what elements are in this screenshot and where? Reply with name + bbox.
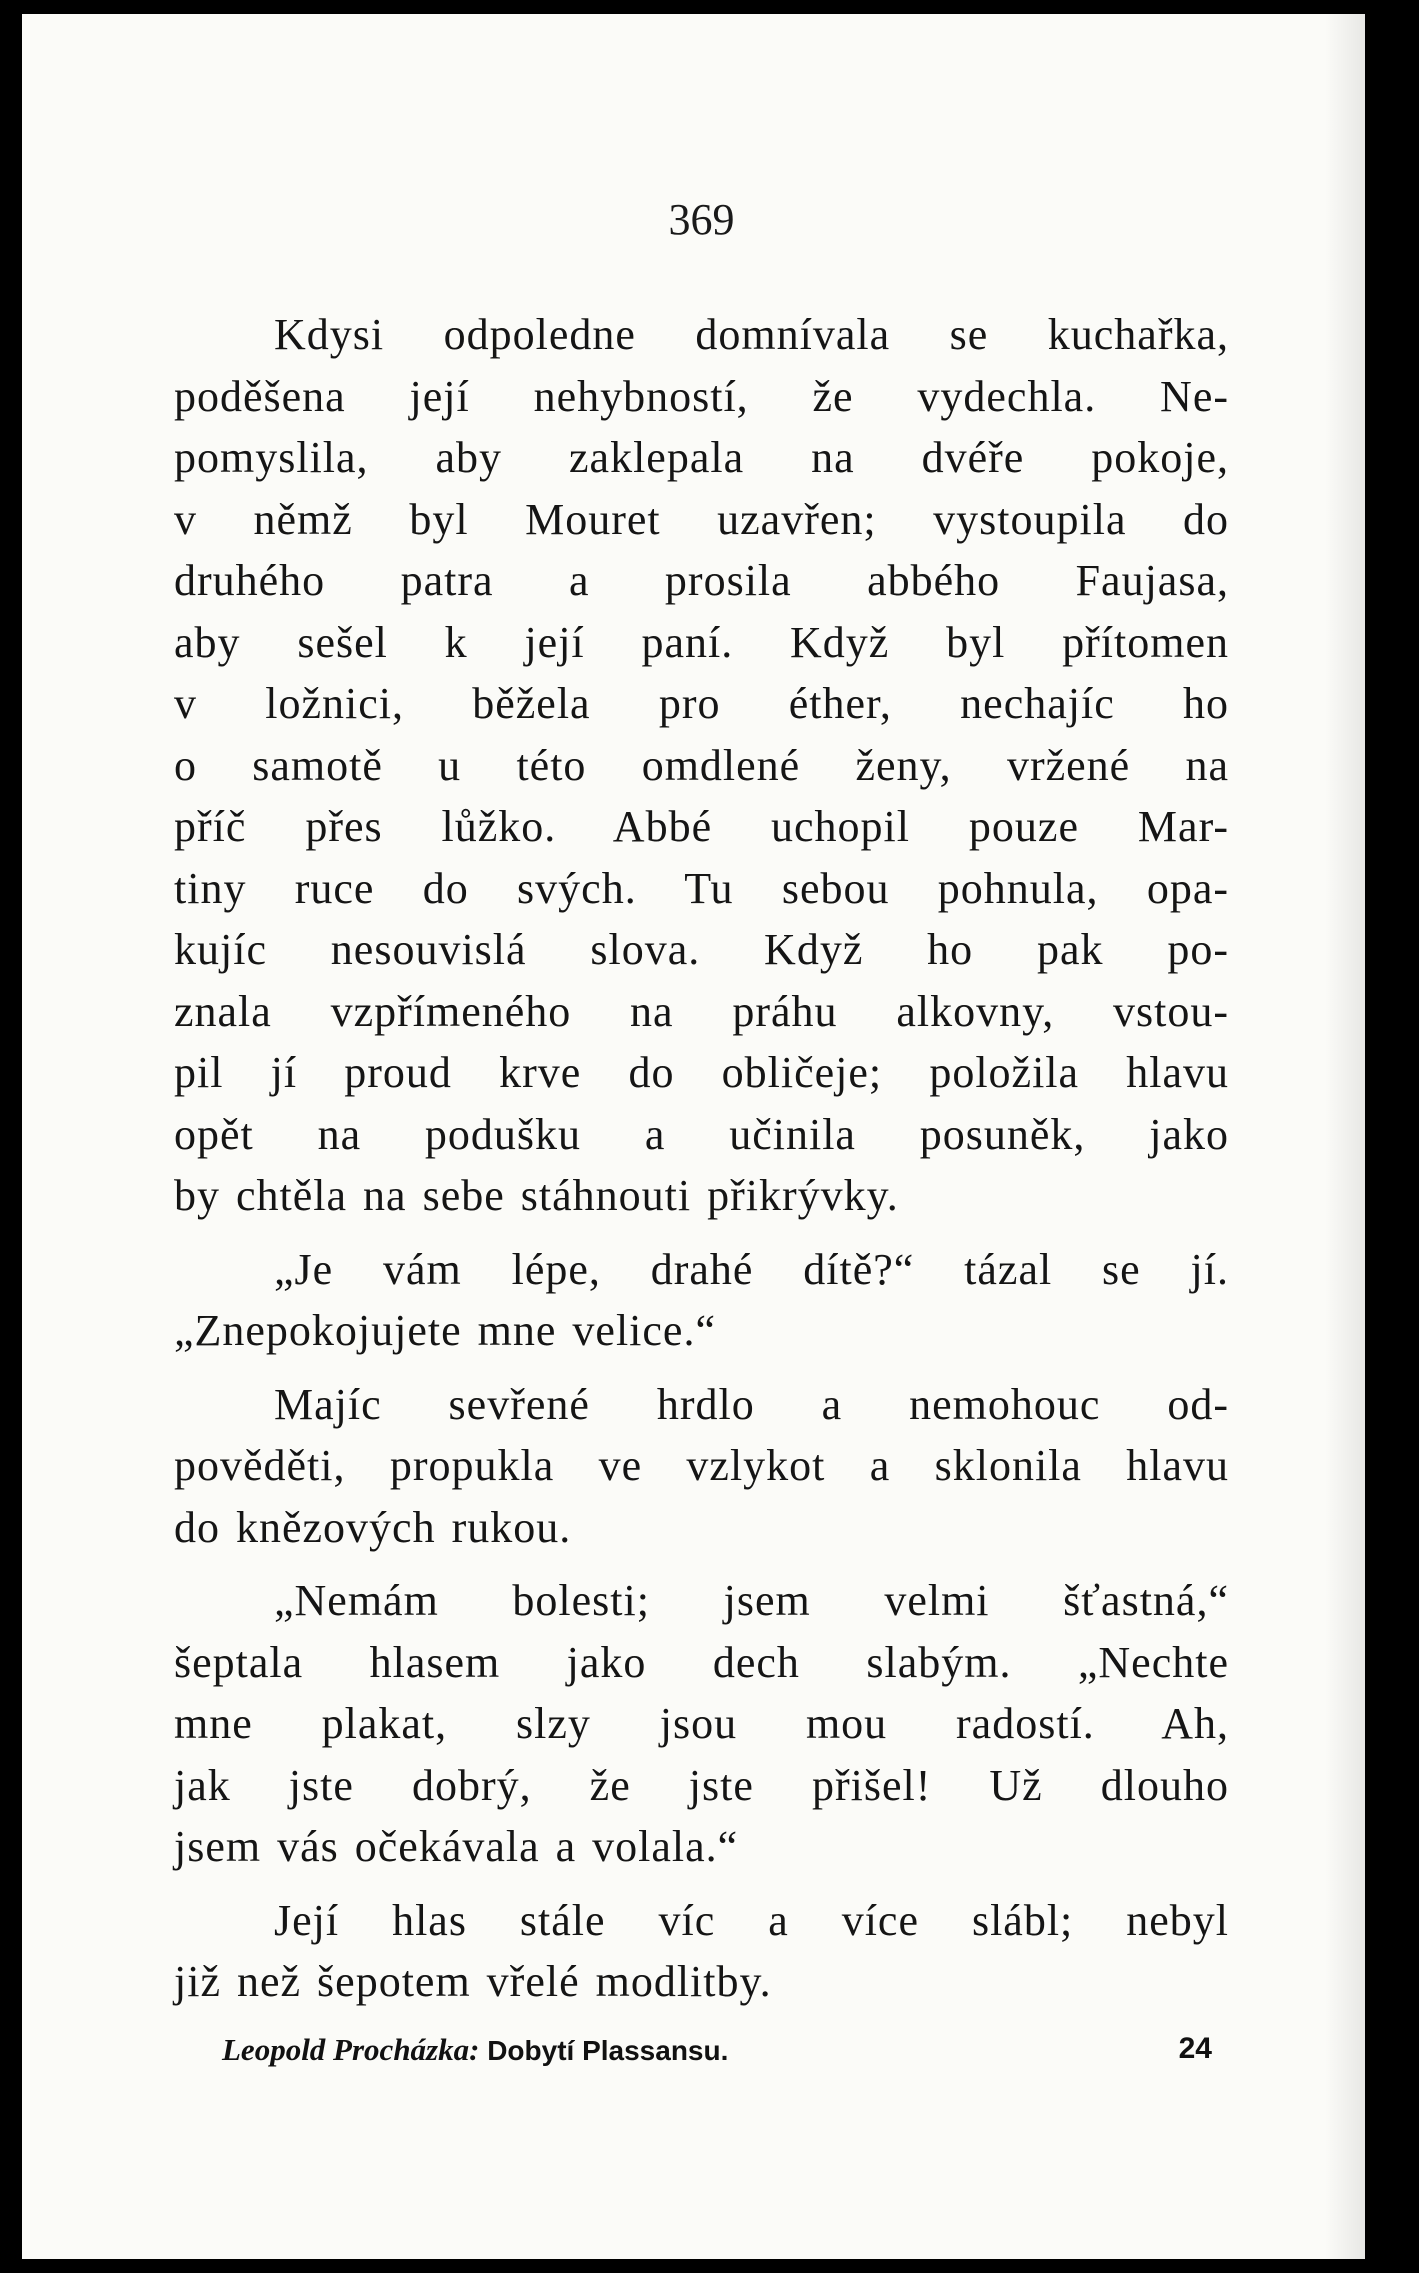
text-line: kujíc nesouvislá slova. Když ho pak po- (174, 925, 1229, 974)
text-line: „Nemám bolesti; jsem velmi šťastná,“ (274, 1576, 1229, 1625)
footer-title: Dobytí Plassansu. (487, 2035, 729, 2066)
text-line: druhého patra a prosila abbého Faujasa, (174, 556, 1229, 605)
text-line: v ložnici, běžela pro éther, nechajíc ho (174, 679, 1229, 728)
body-text (174, 304, 1229, 2013)
text-line: jsem vás očekávala a volala.“ (174, 1822, 739, 1871)
paragraph (174, 304, 1229, 1227)
text-line: do knězových rukou. (174, 1502, 572, 1552)
text-line: opět na podušku a učinila posuněk, jako (174, 1109, 1229, 1159)
text-line: znala vzpřímeného na práhu alkovny, vstou- (174, 986, 1229, 1036)
text-line: pověděti, propukla ve vzlykot a sklonila hlavu (174, 1441, 1229, 1490)
footer-author: Leopold Procházka: (222, 2032, 480, 2067)
text-line: mne plakat, slzy jsou mou radostí. Ah, (174, 1699, 1229, 1748)
paragraph (174, 1239, 1229, 1362)
text-line: pomyslila, aby zaklepala na dvéře pokoje, (174, 433, 1229, 482)
text-line: již než šepotem vřelé modlitby. (174, 1957, 772, 2006)
text-line: by chtěla na sebe stáhnouti přikrývky. (174, 1171, 899, 1220)
scan-left-border (0, 0, 22, 2273)
text-line: Její hlas stále víc a více slábl; nebyl (274, 1895, 1229, 1945)
book-page (22, 14, 1365, 2259)
text-line: „Je vám lépe, drahé dítě?“ tázal se jí. (274, 1244, 1229, 1294)
text-line: šeptala hlasem jako dech slabým. „Nechte (174, 1637, 1229, 1687)
page-number: 369 (668, 195, 735, 244)
footer-sheet-number: 24 (1178, 2032, 1212, 2065)
text-line: aby sešel k její paní. Když byl přítomen (174, 617, 1229, 667)
text-line: tiny ruce do svých. Tu sebou pohnula, opa- (174, 863, 1229, 913)
paragraph (174, 1890, 1229, 2013)
paragraph (174, 1570, 1229, 1878)
footer (222, 2032, 1212, 2068)
text-line: v němž byl Mouret uzavřen; vystoupila do (174, 494, 1229, 544)
text-line: poděšena její nehybností, že vydechla. Ne- (174, 371, 1229, 421)
page-edge-shadow (1325, 14, 1365, 2259)
text-line: „Znepokojujete mne velice.“ (174, 1306, 716, 1355)
text-line: příč přes lůžko. Abbé uchopil pouze Mar- (174, 802, 1229, 851)
text-line: Majíc sevřené hrdlo a nemohouc od- (274, 1379, 1229, 1429)
text-line: Kdysi odpoledne domnívala se kuchařka, (274, 310, 1229, 359)
text-line: jak jste dobrý, že jste přišel! Už dlouho (174, 1760, 1229, 1810)
text-line: o samotě u této omdlené ženy, vržené na (174, 740, 1229, 790)
paragraph (174, 1374, 1229, 1559)
text-line: pil jí proud krve do obličeje; položila hlavu (174, 1048, 1229, 1097)
